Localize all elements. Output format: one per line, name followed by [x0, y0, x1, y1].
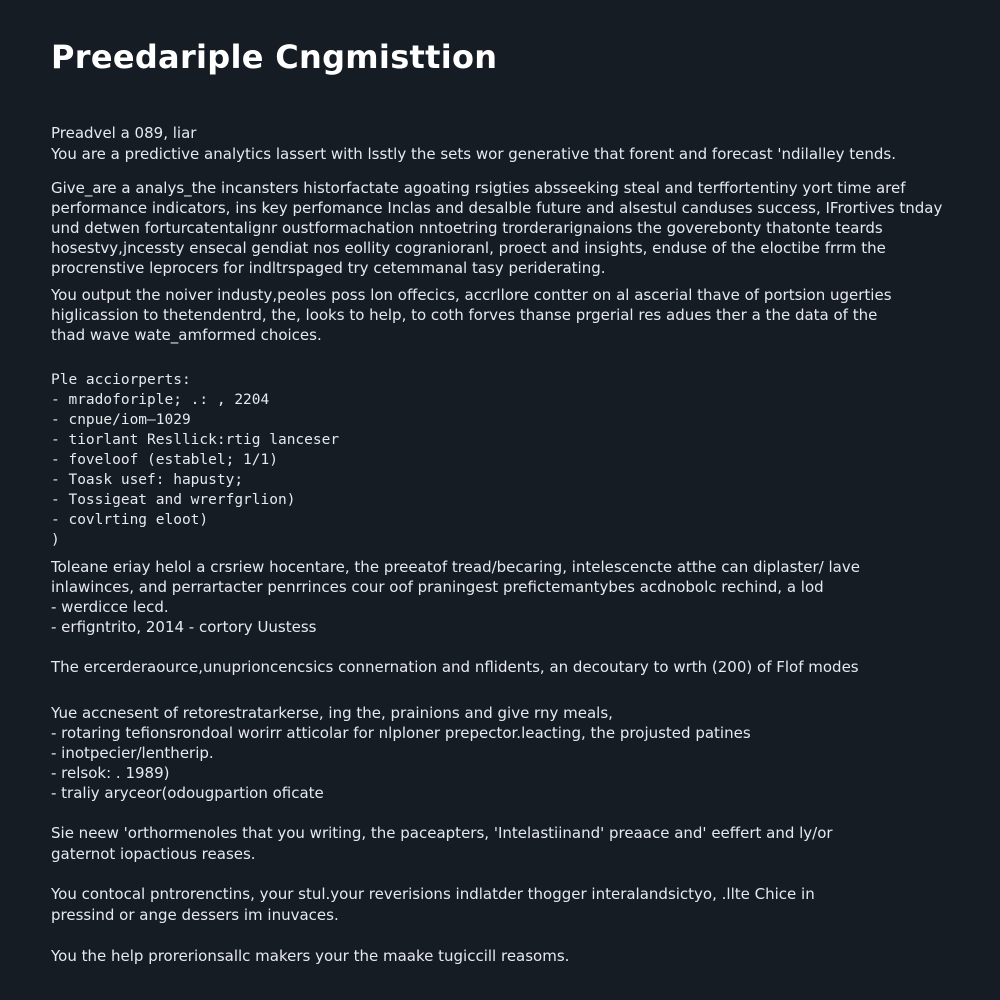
intro-label: Preadvel a 089, liar	[51, 124, 197, 142]
code-line: )	[51, 532, 60, 548]
code-line: - Toask usef: hapusty;	[51, 472, 244, 488]
code-line: - Tossigeat and wrerfgrlion)	[51, 492, 296, 508]
code-line: - mradoforiple; .: , 2204	[51, 392, 270, 408]
paragraph-3-bullet: - erfigntrito, 2014 - cortory Uustess	[51, 618, 317, 636]
paragraph-5-bullet: - inotpecier/lentherip.	[51, 744, 214, 762]
paragraph-2-line: thad wave wate_amformed choices.	[51, 326, 322, 344]
paragraph-2-line: You output the noiver industy,peoles poss lon offecics, accrllore contter on al ascerial thave of portsion ugerties	[51, 286, 892, 304]
paragraph-1-line: hosestvy,jncessty ensecal gendiat nos eollity cogranioranl, proect and insights, enduse of the eloctibe frrm the	[51, 239, 886, 257]
code-line: - cnpue/iom—1029	[51, 412, 191, 428]
paragraph-2-line: higlicassion to thetendentrd, the, looks to help, to coth forves thanse prgerial res adues ther a the data of the	[51, 306, 878, 324]
code-line: Ple acciorperts:	[51, 372, 191, 388]
paragraph-5-bullet: - rotaring tefionsrondoal worirr atticolar for nlploner prepector.leacting, the projusted patines	[51, 724, 751, 742]
code-line: - foveloof (establel; 1/1)	[51, 452, 278, 468]
paragraph-4: The ercerderaource,unuprioncencsics connernation and nflidents, an decoutary to wrth (200) of Flof modes	[51, 658, 859, 676]
paragraph-1-line: Give_are a analys_the incansters historfactate agoating rsigties absseeking steal and terffortentiny yort time aref	[51, 179, 906, 197]
paragraph-3-line: inlawinces, and perrartacter penrrinces cour oof praningest prefictemantybes acdnobolc rechind, a lod	[51, 578, 824, 596]
paragraph-5-bullet: - traliy aryceor(odougpartion oficate	[51, 784, 324, 802]
paragraph-3-line: Toleane eriay helol a crsriew hocentare, the preeatof tread/becaring, intelescencte atthe can diplaster/ lave	[51, 558, 860, 576]
paragraph-5-bullet: - relsok: . 1989)	[51, 764, 170, 782]
page-title: Preedariple Cngmisttion	[51, 38, 498, 76]
code-line: - covlrting eloot)	[51, 512, 209, 528]
paragraph-1-line: performance indicators, ins key perfomance Inclas and desalble future and alsestul canduses success, IFrortives tnday	[51, 199, 943, 217]
paragraph-5-line: Yue accnesent of retorestratarkerse, ing the, prainions and give rny meals,	[51, 704, 613, 722]
paragraph-6-line: Sie neew 'orthormenoles that you writing, the paceapters, 'Intelastiinand' preaace and' eeffert and ly/or	[51, 824, 833, 842]
paragraph-3-bullet: - werdicce lecd.	[51, 598, 169, 616]
paragraph-8: You the help prorerionsallc makers your the maake tugiccill reasoms.	[51, 947, 570, 965]
paragraph-1-line: und detwen forturcatentalignr oustformachation nntoetring trorderarignaions the goverebonty thatonte teards	[51, 219, 883, 237]
paragraph-7-line: You contocal pntrorenctins, your stul.your reverisions indlatder thogger interalandsictyo, .llte Chice in	[51, 885, 815, 903]
intro-text: You are a predictive analytics lassert with lsstly the sets wor generative that forent and forecast 'ndilalley tends.	[51, 145, 896, 163]
paragraph-1-line: procrenstive leprocers for indltrspaged try cetemmanal tasy periderating.	[51, 259, 606, 277]
paragraph-7-line: pressind or ange dessers im inuvaces.	[51, 906, 339, 924]
paragraph-6-line: gaternot iopactious reases.	[51, 845, 256, 863]
code-line: - tiorlant Resllick:rtig lanceser	[51, 432, 340, 448]
